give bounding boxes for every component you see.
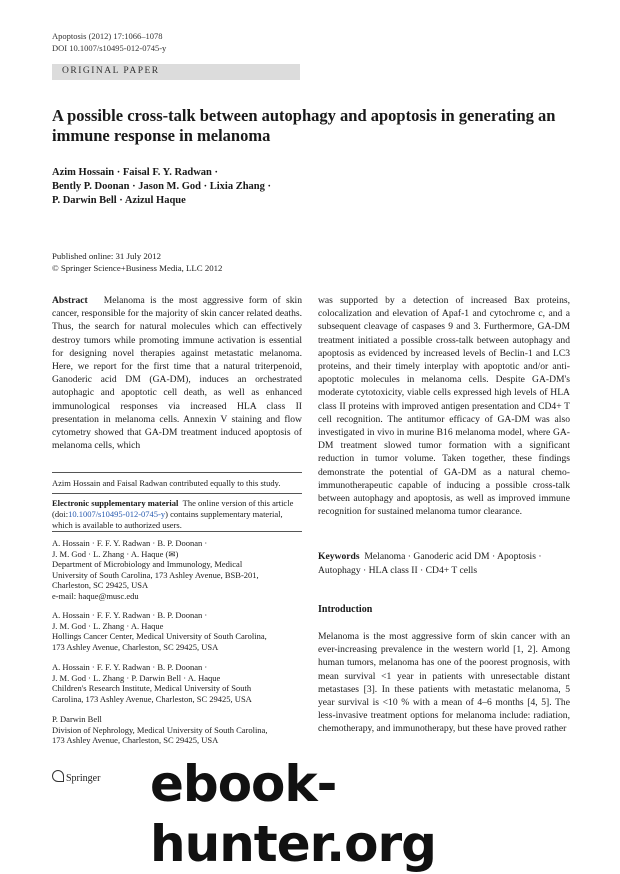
affiliation-line: 173 Ashley Avenue, Charleston, SC 29425, USA [52, 735, 219, 746]
copyright: © Springer Science+Business Media, LLC 2012 [52, 262, 223, 273]
affiliation-block [52, 714, 307, 746]
affiliation-names: J. M. God · L. Zhang · A. Haque (✉) [52, 548, 179, 559]
affiliation-names: A. Hossain · F. F. Y. Radwan · B. P. Doonan · [52, 662, 208, 672]
affiliation-names: J. M. God · L. Zhang · A. Haque [52, 620, 164, 631]
journal-citation [52, 30, 166, 54]
author-list [52, 166, 412, 208]
springer-logo-icon [52, 770, 64, 782]
affiliation-names: A. Hossain · F. F. Y. Radwan · B. P. Doonan · [52, 610, 208, 620]
affiliation-block [52, 662, 307, 704]
introduction-body [318, 630, 570, 736]
abstract-text-right: was supported by a detection of increased Bax proteins, colocalization and elevation of Apaf-1 and cytochrome c, and a subsequent cleavage of caspases 9 and 3. Furthermore, GA-DM treatment initiated a possible cross-talk between autophagy and apoptosis as evidenced by increased levels of Beclin-1 and LC3 proteins, and their timely interplay with apoptotic and/or anti-apoptotic molecules in melanoma cells. Despite GA-DM's moderate cytotoxicity, viable cells expressed high levels of HLA class II proteins with improved antigen presentation and CD4+ T cell recognition. The antitumor efficacy of GA-DM was also investigated in vivo in murine B16 melanoma model, where GA-DM treatment slowed tumor formation with a significant reduction in tumor volume. Taken together, these findings demonstrate the potential of GA-DM as a natural chemo-immunotherapeutic capable of inducing a possible cross-talk between autophagy and apoptosis, as well as improved immune recognition for sustained melanoma tumor clearance. [318, 295, 570, 518]
affiliation-email[interactable]: e-mail: haque@musc.edu [52, 590, 139, 601]
affiliation-line: Charleston, SC 29425, USA [52, 580, 149, 591]
affiliation-line: Department of Microbiology and Immunology, Medical [52, 559, 243, 570]
article-title: A possible cross-talk between autophagy and apoptosis in generating an immune response in melanoma [52, 106, 556, 145]
esm-doi-link[interactable]: 10.1007/s10495-012-0745-y [68, 509, 166, 519]
footnote-divider [52, 472, 302, 473]
abstract-left [52, 294, 302, 452]
doi-line: DOI 10.1007/s10495-012-0745-y [52, 43, 167, 53]
publisher-name: Springer [66, 773, 101, 784]
affiliation-line: Division of Nephrology, Medical University of South Carolina, [52, 724, 268, 735]
affiliation-block [52, 538, 307, 602]
affiliation-line: Hollings Cancer Center, Medical University of South Carolina, [52, 631, 267, 642]
watermark: ebook-hunter.org [150, 754, 620, 814]
affiliation-line: University of South Carolina, 173 Ashley Avenue, BSB-201, [52, 569, 259, 580]
affiliation-names: P. Darwin Bell [52, 714, 102, 724]
abstract-text-left: Melanoma is the most aggressive form of skin cancer, responsible for the majority of skin cancer related deaths. Thus, the search for natural molecules which can effectively destroy tumors while promoting immune activation is essential for designing novel therapies against metastatic melanoma. Here, we report for the first time that a natural triterpenoid, Ganoderic acid DM (GA-DM), induces an orchestrated autophagic and apoptotic cell death, as well as enhanced immunological responses via increased HLA class II presentation in melanoma cells. Annexin V staining and flow cytometry showed that GA-DM treatment induced apoptosis of melanoma cells, which [52, 295, 302, 452]
esm-divider [52, 493, 302, 494]
journal-line: Apoptosis (2012) 17:1066–1078 [52, 31, 163, 41]
published-online: Published online: 31 July 2012 [52, 251, 161, 261]
affiliation-line: Children's Research Institute, Medical University of South [52, 683, 252, 694]
keywords-label: Keywords [318, 551, 360, 562]
keywords [318, 550, 570, 577]
affiliation-names: A. Hossain · F. F. Y. Radwan · B. P. Doonan · [52, 538, 208, 548]
article-type-banner [52, 64, 300, 80]
esm-text-pre: The online version of this article (doi: [52, 498, 294, 519]
esm-note [52, 498, 302, 531]
author-line: Bently P. Doonan · Jason M. God · Lixia Zhang · [52, 181, 271, 192]
abstract-label: Abstract [52, 295, 88, 306]
introduction-heading: Introduction [318, 604, 373, 615]
abstract-right [318, 294, 570, 518]
introduction-text: Melanoma is the most aggressive form of skin cancer with an ever-increasing prevalence in the western world [1, 2]. Among human tumors, melanoma has one of the poorest prognosis, with mean survival <1 year in patients with unresectable distant metastases [3]. In these patients with metastatic melanoma, 5 year survival is <10 % with a mean of 4–6 months [4, 5]. The less-invasive treatment options for melanoma include: radiation, chemotherapy, and immunotherapy, but these have proved rather [318, 631, 570, 735]
article-type-label: ORIGINAL PAPER [62, 66, 160, 76]
affiliation-divider [52, 531, 302, 532]
author-line: Azim Hossain · Faisal F. Y. Radwan · [52, 167, 218, 178]
esm-label: Electronic supplementary material [52, 498, 179, 508]
publication-info [52, 251, 222, 274]
equal-contribution-note: Azim Hossain and Faisal Radwan contributed equally to this study. [52, 478, 281, 488]
affiliation-line: 173 Ashley Avenue, Charleston, SC 29425, USA [52, 641, 219, 652]
author-line: P. Darwin Bell · Azizul Haque [52, 195, 186, 206]
affiliation-names: J. M. God · L. Zhang · P. Darwin Bell · A. Haque [52, 672, 221, 683]
affiliation-block [52, 610, 307, 652]
affiliation-line: Carolina, 173 Ashley Avenue, Charleston, SC 29425, USA [52, 693, 252, 704]
keywords-text: Melanoma · Ganoderic acid DM · Apoptosis · Autophagy · HLA class II · CD4+ T cells [318, 551, 542, 576]
esm-text-post: ) contains supplementary material, which is available to authorized users. [52, 509, 283, 530]
publisher-footer [52, 770, 100, 784]
